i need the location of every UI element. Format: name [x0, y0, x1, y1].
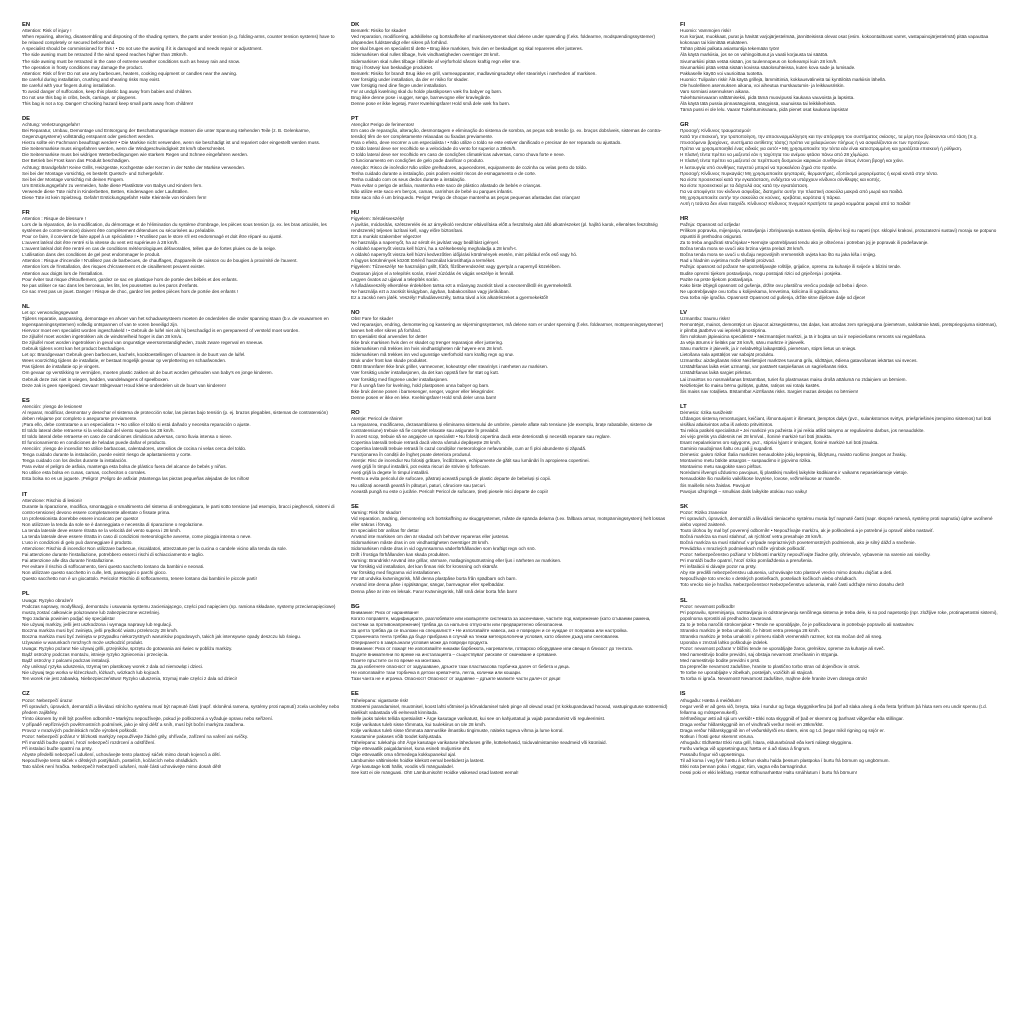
safety-warning-text: Attention: Risk of injury ! When repairing, altering, disassembling and disposing of the shading system, the parts under tension (e.g. folding-arms, counter tension systems) have to be relaxed completely or secured beforehand. A specialist should be commissioned for this ! • Do not use the awning if it is damaged and needs repair or adjustment. The side awning must be retracted if the wind speed reaches higher than 28km/h. The side awning must be retracted in the case of extreme weather conditions such as heavy rain and snow. The operation in frosty conditions may damage the product. Attention: Risk of fire! Do not use any barbecues, heaters, cooking equipment or candles near the awning. Be careful during installation, crushing and shearing risks may exist. Be careful with your fingers during installation. To avoid danger of suffocation, keep this plastic bag away from babies and children. Do not use this bag in cribs, beds, carriage, or playpens. This bag is not a toy. Danger! Chocking hazard keep small parts away from children! — [22, 28, 335, 106]
language-code: DK — [351, 22, 360, 28]
safety-warning-text: Προσοχή: Κίνδυνος τραυματισμού! Κατά την επισκευή, την τροποποίηση, την αποσυναρμολόγηση και την απόρριψη του συστήματος σκίασης, τα μέρη που βρίσκονται υπό τάση (π.χ. πτυσσόμενοι βραχίονες, συστήματα αντίθετης τάσης) πρέπει να χαλαρώνουν πλήρως ή να ασφαλίζονται εκ των προτέρων. Πρέπει να χρησιμοποιηθεί ένας ειδικός για αυτό! • Μη χρησιμοποιείτε την τέντα εάν είναι κατεστραμμένη και χρειάζεται επισκευή ή ρύθμιση. Η πλαϊνή τέντα πρέπει να μαζευτεί εάν η ταχύτητα του ανέμου φτάσει πάνω από 28 χλμ/ώρα. Η πλαϊνή τέντα πρέπει να μαζευτεί σε περίπτωση δυσμενών καιρικών συνθηκών όπως έντονη βροχή και χιόνι. Η λειτουργία υπό συνθήκες παγετού μπορεί να προκαλέσει ζημιά στο προϊόν. Προσοχή: Κίνδυνος πυρκαγιάς! Μη χρησιμοποιείτε ψησταριές, θερμαντήρες, εξοπλισμό μαγειρέματος ή κεριά κοντά στην τέντα. Να είστε προσεκτικοί κατά την εγκατάσταση, ενδέχεται να υπάρχουν κίνδυνοι σύνθλιψης και κοπής. Να είστε προσεκτικοί με τα δάχτυλά σας κατά την εγκατάσταση. Για να αποφύγετε τον κίνδυνο ασφυξίας, διατηρείτε αυτήν την πλαστική σακούλα μακριά από μωρά και παιδιά. Μη χρησιμοποιείτε αυτήν την σακούλα σε κούνιες, κρεβάτια, καρότσια ή πάρκα. Αυτή η τσάντα δεν είναι παιχνίδι. Κίνδυνος! Κίνδυνος πνιγμού! Κρατήστε τα μικρά κομμάτια μακριά από τα παιδιά! — [680, 128, 978, 206]
language-code: NL — [22, 303, 30, 310]
language-section-fi — [680, 22, 998, 113]
language-section-dk — [351, 22, 669, 107]
language-section-cz — [22, 691, 340, 770]
safety-warning-text: Atenção! Perigo de ferimentos! Em caso de reparação, alteração, desmontagem e eliminação do sistema de sombra, as peças sob tensão (p. ex. braços dobráveis, sistemas de contra-tensão) têm de ser completamente relaxadas ou fixadas previamente. Para o efeito, deve recorrer a um especialista ! • Não utilize o toldo se este estiver danificado e precisar de ser reparado ou ajustado. O toldo lateral deve ser recolhido se a velocidade do vento for superior a 28km/h. O toldo lateral deve ser recolhido em caso de condições climatéricas adversas, como chuva forte e neve. O funcionamento em condições de gelo pode danificar o produto. Atenção: Risco de incêndio! Não utilize grelhadores, aquecedores, equipamento de cozinha ou velas perto do toldo. Tenha cuidado durante a instalação, pois podem existir riscos de esmagamento e de corte. Tenha cuidado com os seus dedos durante a instalação. Para evitar o perigo de asfixia, mantenha este saco de plástico afastado de bebés e crianças. Não utilize este saco em berços, camas, carrinhos de bebé ou parques infantis. Este saco não é um brinquedo. Perigo! Perigo de choque mantenha as peças pequenas afastadas das crianças! — [351, 122, 662, 200]
language-code: FI — [680, 22, 686, 28]
language-section-pt — [351, 116, 669, 201]
language-section-ro — [351, 410, 669, 495]
language-code: HR — [680, 215, 689, 222]
language-section-sl — [680, 598, 998, 683]
language-code: DE — [22, 115, 31, 122]
language-code: BG — [351, 603, 360, 610]
language-section-pl — [22, 591, 340, 682]
language-code: NO — [351, 309, 360, 316]
language-code: SE — [351, 503, 359, 510]
safety-warning-text: Let op: verwondingsgevaar! Tijdens reparatie, aanpassing, demontage en afvoer van het schaduwsysteem moeten de onderdelen die onder spanning staan (b.v. de vouwarmen en tegenspanningssystemen) volledig ontspannen of van te voren beveiligd zijn. Hiervoor moet een specialist worden ingeschakeld ! • Gebruik de luifel niet als hij beschadigd is en gerepareerd of versteld moet worden. De zijluifel moet worden ingetrokken als de windsnelheid hoger is dan 28 km/u. De zijluifel moet worden ingetrokken in geval van ongunstige weersomstandigheden, zoals zware regenval en sneeuw. Gebruik tijdens vorst kan het product beschadigen. Let op: Brandgevaar! Gebruik geen barbecues, kachels, kooktoestellingen of kaarsen in de buurt van de luifel. Wees voorzichtig tijdens de installatie, er bestaat mogelijk gevaar op verplettering en schaafwonden. Pas tijdens de installatie op je vingers. Om gevaar op verstikking te vermijden, moeten plastic zakken uit de buurt worden gehouden van baby's en jonge kinderen. Gebruik deze zak niet in wiegen, bedden, wandelwagens of speelboxen. Deze zak is geen speelgoed. Gevaar! Stikgevaar! Houd kleine onderdelen uit de buurt van kinderen! — [22, 310, 329, 388]
safety-warning-text: Atención: ¡riesgo de lesiones! Al reparar, modificar, desmontar y desechar el sistema de protección solar, las piezas bajo tensión (p. ej. brazos plegables, sistemas de contratensión) deben relajarse por completo o asegurarse previamente. ¡Para ello, debe contratarse a un especialista ! • No utilice el toldo si está dañado y necesita reparación o ajuste. El toldo lateral debe retraerse si la velocidad del viento supera los 28 km/h. El toldo lateral debe retraerse en caso de condiciones climáticas adversas, como lluvia intensa o nieve. El funcionamiento en condiciones de heladas puede dañar el producto. Atención: ¡riesgo de incendio! No utilice barbacoas, calentadores, utensilios de cocina ni velas cerca del toldo. Tenga cuidado durante la instalación, puede existir riesgo de aplastamiento y corte. Tenga cuidado con los dedos durante la instalación. Para evitar el peligro de asfixia, mantenga esta bolsa de plástico fuera del alcance de bebés y niños. No utilice esta bolsa en cunas, camas, cochecitos o corrales. Esta bolsa no es un juguete. ¡Peligro! ¡Peligro de asfixia! ¡Mantenga las piezas pequeñas alejadas de los niños! — [22, 403, 328, 482]
safety-warning-text: Pozor: nevarnost poškodb! Pri popravilu, spreminjanju, razstavljanju in odstranjevanju senčilnega sistema je treba dele, ki so pod napetostjo (npr. zložljive roke, protinapetostni sistemi), popolnoma sprostiti ali predhodno zavarovati. Za to je treba naročiti strokovnjaka! • Tende ne uporabljajte, če je poškodovana in potrebuje popravilo ali nastavitev. Stransko markizo je treba umakniti, če hitrost vetra presega 28 km/h. Stransko markizo je treba umakniti v primeru slabih vremenskih razmer, kot sta močan dež ali sneg. Uporaba v zmrzali lahko poškoduje izdelek. Pozor: nevarnost požara! V bližini tende ne uporabljajte žarov, grelnikov, opreme za kuhanje ali sveč. Med namestitvijo bodite previdni, saj obstaja nevarnost zmečkanin in strganja. Med namestitvijo bodite previdni s prsti. Da preprečite nevarnost zadušitve, hranite to plastično torbo stran od dojenčkov in otrok. Te torbe ne uporabljajte v zibelkah, posteljah, vozičkih ali stajicah. Ta torba ni igrača. Nevarnost! Nevarnost zadušitve, majhne dele hranite izven dosega otrok! — [680, 603, 998, 682]
safety-warning-text: Внимание: Риск от нараняване! Когато поправяте, модифицирате, разглобявате или изхвърляте системата за засенчване, частите под напрежение (като сгъваеми рамена, системи за противонапрежение) трябва да са напълно отпуснати или предварително обезопасени. За целта трябва да се възложи на специалист! • Не използвайте навеса, ако е повреден и се нуждае от поправка или настройка. Страничната тента трябва да бъде прибрана в случай на тежки метеорологични условия, като обилен дъжд или снеговалеж. Оперирането в замръзнали условия може да повреди продукта. Внимание: Риск от пожар! Не използвайте никакви барбекюта, нагреватели, готварско оборудване или свещи в близост до тентата. Бъдете внимателни по време на инсталацията – съществуват рискове от смачкване и срязване. Пазете пръстите си по време на монтажа. За да избегнете опасност от задушаване, дръжте тази пластмасова торбичка далеч от бебета и деца. Не използвайте тази торбичка в детски креватчета, легла, колички или кошари. Тази чанта не е играчка. Опасност! Опасност от задавяне – дръжте малките части далеч от деца! — [351, 609, 651, 682]
safety-warning-text: Uwaga: Ryzyko obrażeń! Podczas naprawy, modyfikacji, demontażu i usuwania systemu zacieniającego, części pod napięciem (np. ramiona składane, systemy przeciwnapięciowe) muszą zostać całkowicie poluzowane lub zabezpieczone wcześniej. Tego zadania powinien podjąć się specjalista! Nie używaj markizy, jeśli jest uszkodzona i wymaga naprawy lub regulacji. Boczna markiza musi być zwinięta, jeśli prędkość wiatru przekroczy 28 km/h. Boczna markiza musi być zwinięta w przypadku niekorzystnych warunków pogodowych, takich jak intensywne opady deszczu lub śniegu. Używanie w warunkach mroźnych może uszkodzić produkt. Uwaga: Ryzyko pożaru! Nie używaj grilli, grzejników, sprzętu do gotowania ani świec w pobliżu markizy. Bądź ostrożny podczas montażu, istnieje ryzyko zgniecenia i przecięcia. Bądź ostrożny z palcami podczas instalacji. Aby uniknąć ryzyka uduszenia, trzymaj ten plastikowy worek z dala od niemowląt i dzieci. Nie używaj tego worka w łóżeczkach, łóżkach, wózkach lub kojcach. Ten worek nie jest zabawką. Niebezpieczeństwo! Ryzyko uduszenia, trzymaj małe części z dala od dzieci! — [22, 597, 336, 682]
language-section-lt — [680, 404, 998, 495]
language-code: LV — [680, 309, 687, 316]
language-section-lv — [680, 310, 998, 395]
safety-warning-text: Pažnja: Opasnost od ozljeda! Prilikom popravka, mijenjanja, rastavljanja i zbrinjavanja sustava sjenila, dijelovi koji su napeti (npr. sklopivi krakovi, protuzatezni sustavi) moraju se potpuno otpustiti ili prethodno osigurati. Za to treba angažirati stručnjaka! • Nemojte upotrebljavati tendu ako je oštećena i potreban joj je popravak ili podešavanje. Bočna tenda mora se uvući ako brzina vjetra prelazi 28 km/h. Bočna tenda mora se uvući u slučaju nepovoljnih vremenskih uvjeta kao što su jaka kiša i snijeg. Rad u hladnim uvjetima može oštetiti proizvod. Pažnja: opasnost od požara! Ne upotrebljavajte roštilje, grijalice, opremu za kuhanje ili svijeće u blizini tende. Budite oprezni tijekom postavljanja, mogu postojati rizici od gnječenja i posjeka. Pazite na prste tijekom postavljanja. Kako biste izbjegli opasnost od gušenja, držite ovu plastičnu vrećicu podalje od beba i djece. Ne upotrebljavajte ovu torbu u kolijevkama, krevetima, kolicima ili ogradicama. Ova torba nije igračka. Opasnost! Opasnost od gušenja, držite sitne dijelove dalje od djece! — [680, 222, 997, 300]
language-code: GR — [680, 121, 689, 128]
language-section-is — [680, 691, 998, 776]
language-code: SK — [680, 503, 689, 510]
language-section-fr — [22, 210, 340, 295]
language-section-hr — [680, 216, 998, 301]
language-code: RO — [351, 409, 360, 416]
safety-warning-text: Attenzione: Rischio di lesioni! Durante la riparazione, modifica, smontaggio e smaltimento del sistema di ombreggiatura, le parti sotto tensione (ad esempio, bracci pieghevoli, sistemi di contro-tensione) devono essere completamente allentate o fissate prima. Un professionista dovrebbe essere incaricato per questo! Non utilizzare la tenda da sole se è danneggiata e necessita di riparazione o regolazione. La tenda laterale deve essere ritratta se la velocità del vento supera i 28 km/h. La tenda laterale deve essere ritratta in caso di condizioni meteorologiche avverse, come pioggia intensa o neve. L'uso in condizioni di gelo può danneggiare il prodotto. Attenzione: Rischio di incendio! Non utilizzare barbecue, riscaldatori, attrezzature per la cucina o candele vicino alla tenda da sole. Fai attenzione durante l'installazione, potrebbero esserci rischi di schiacciamento e taglio. Fai attenzione alle dita durante l'installazione. Per evitare il rischio di soffocamento, tieni questo sacchetto lontano da bambini e neonati. Non utilizzare questo sacchetto in culle, letti, passeggini o parchi gioco. Questo sacchetto non è un giocattolo. Pericolo! Rischio di soffocamento, tenere lontano dai bambini le piccole parti! — [22, 497, 335, 582]
language-code: SL — [680, 597, 688, 604]
language-section-gr — [680, 122, 998, 207]
language-section-no — [351, 310, 669, 401]
language-code: ES — [22, 397, 30, 404]
text-column-1 — [22, 22, 340, 1018]
safety-warning-text: Tähelepanu: vigastuste risk! Süsteemi parandamisel, muutmisel, koost lahti võtmisel ja kõrvaldamisel tuleb pinge all olevad osad (nt kokkupandavad hoovad, vastupingutuse süsteemid) täielikult vabastada või eelnevalt kinnitada. Selle jaoks tuleks tellida spetsialist! • Ärge kasutage varikatust, kui see on kahjustatud ja vajab parandamist või reguleerimist. Külje varikatus tuleb sisse tõmmata, kui tuulekiirus on üle 28 km/h. Külje varikatus tuleb sisse tõmmata äärmuslike ilmastiku tingimuste, näiteks tugeva vihma ja lume korral. Kasutamine pakases võib toodet kahjustada. Tähelepanu: tulekahju oht! Ärge kasutage varikatuse läheduses grille, küttekehasid, toiduvalmistamise seadmeid või küünlaid. Olge ettevaatlik paigaldamisel, kuna esineb muljumise oht. Olge ettevaatlik oma sõrmedega kokkupanekul ajal. Lämbumise vältimiseks hoidke kilekott eemal beebidest ja lastest. Ärge kasutage kotti hällis, voodis või mängualadel. See kott ei ole mänguasi. Oht! Lämbumisoht! Hoidke väikesed osad lastest eemal! — [351, 697, 668, 776]
text-column-2 — [351, 22, 669, 1018]
language-section-it — [22, 492, 340, 583]
safety-warning-text: Achtung: Verletzungsgefahr! Bei Reparatur, Umbau, Demontage und Entsorgung der Beschattungsanlage müssen die unter Spannung stehenden Teile (z. B. Gelenkarme, Gegenzugsysteme) vollständig entspannt oder gesichert werden. Hierzu sollte ein Fachmann beauftragt werden! • Die Markise nicht verwenden, wenn sie beschädigt ist und repariert oder eingestellt werden muss. Die Seitenmarkise muss eingefahren werden, wenn die Windgeschwindigkeit 28 km/h überschreitet. Die Seitenmarkise muss bei widrigen Wetterbedingungen wie starkem Regen und Schnee eingefahren werden. Der Betrieb bei Frost kann das Produkt beschädigen. Achtung: Brandgefahr! Keine Grills, Heizgeräte, Kochgeräte oder Kerzen in der Nähe der Markise verwenden. Sei bei der Montage vorsichtig, es besteht Quetsch- und Schergefahr. Sei bei der Montage vorsichtig mit deinen Fingern. Um Erstickungsgefahr zu vermeiden, halte diese Plastiktüte von Babys und Kindern fern. Verwende diese Tüte nicht in Kinderbetten, Betten, Kinderwagen oder Laufställen. Diese Tüte ist kein Spielzeug. Gefahr! Erstickungsgefahr! Halte Kleinteile von Kindern fern! — [22, 122, 321, 200]
language-code: EN — [22, 22, 31, 28]
safety-warning-text: Varning: Risk för skador! Vid reparation, ändring, demontering och bortskaffning av skuggsystemet, måste de spända delarna (t.ex. fällbara armar, motspänningssystem) helt lossas eller säkras i förväg. En specialist bör anlitas för detta! Använd inte markisen om den är skadad och behöver repareras eller justeras. Sidomarkisen måste dras in om vindhastigheten överstiger 28 km/h. Sidomarkisen måste dras in vid ogynnsamma väderförhållanden som kraftigt regn och snö. Drift i frostiga förhållanden kan skada produkten. Varning: Brandrisk! Använd inte grillar, värmare, matlagningsutrustning eller ljus i närheten av markisen. Var försiktig vid installation, det kan finnas risk för krossning och skärsår. Var försiktig med fingrarna vid installationen. För att undvika kvävningsrisk, håll denna plastpåse borta från spädbarn och barn. Använd inte denna påse i spjälsängar, sängar, barnvagnar eller spelbäddar. Denna påse är inte en leksak. Fara! Kvävningsrisk, håll små delar borta från barn! — [351, 509, 666, 594]
language-section-nl — [22, 304, 340, 389]
language-code: IT — [22, 491, 28, 498]
safety-warning-text: Dėmesio: rizika susižeisti! Uždangos sistemą remontuojant, keičiant, išmontuojant ir išmetant, įtemptos dalys (pvz., sulankstomos svirtys, priešpriešinės įtempimo sistemos) turi būti visiškai atlaisvintos arba iš anksto pritvirtintos. Tai reikia patikėti specialistui! • Jei markizė yra pažeista ir jai reikia atlikti taisymo ar reguliavimo darbus, jos nenaudokite. Jei vėjo greitis yra didesnis nei 28 km/val., šoninė markizė turi būti įtraukta. Esant nepalankioms oro sąlygoms, pvz., stipriai lyjant ir sningant, šoninė markizė turi būti įtraukta. Gaminio naudojimas šaltu oru gali jį sugadinti. Dėmesio: gaisro rizika! Šalia markizės nenaudokite jokių kepsninių, šildytuvų, maisto ruošimo įrangos ar žvakių. Montavimo metu būkite atsargūs – suspaudimo ir įpjovimo rizika. Montavimo metu saugokite savo pirštus. Norėdami išvengti uždusimo pavojaus, šį plastikinį maišelį laikykite kūdikiams ir vaikams nepasiekiamoje vietoje. Nenaudokite šio maišelio vaikiškose lovytėse, lovose, vežimėliuose ar maneže. Šis maišelis nėra žaislas. Pavojus! Pavojus užspringti – smulkias dalis laikykite atokiau nuo vaikų! — [680, 409, 992, 494]
language-section-es — [22, 398, 340, 483]
language-code: EE — [351, 691, 359, 698]
safety-warning-text: Obs! Fare for skade! Ved reparasjon, endring, demontering og kassering av skjermingssystemet, må delene som er under spenning (f.eks. foldearmer, motspenningssystemer) løsnes helt eller sikres på forhånd. En spesialist skal anvendes for dette! Ikke bruk markisen hvis den er skadet og trenger reparasjon eller justering. Sidemarkisen må trekkes inn hvis vindhastigheten når høyere enn 28 km/t. Sidemarkisen må trekkes inn ved ugunstige værforhold som kraftig regn og snø. Bruk under frost kan skade produktet. OBS! Brannfare! Ikke bruk griller, varmeovner, kokeutstyr eller stearinlys i nærheten av markisen. Vær forsiktig under installasjonen, da det kan oppstå fare for støt og kutt. Vær forsiktig med fingrene under installasjonen. For å unngå fare for kvelning, hold plastposen unna babyer og barn. Ikke bruk denne posen i barnesenger, senger, vogner eller lekegrinder. Denne posen er ikke en leke. Kvelningsfare! Hold små deler unna barn! — [351, 316, 664, 400]
language-code: PT — [351, 115, 359, 122]
text-column-3 — [680, 22, 998, 1018]
safety-warning-text: Attention : Risque de blessure ! Lors de la réparation, de la modification, du démontage et de l'élimination du système d'ombrage, les pièces sous tension (p. ex. les bras articulés, les systèmes de contre-tension) doivent être complètement détendues ou sécurisées au préalable. Pour ce faire, il convient de faire appel à un spécialiste ! • N'utilisez pas le store s'il est endommagé et doit être réparé ou ajusté. L'auvent latéral doit être rentré si la vitesse du vent est supérieure à 28 km/h. L'auvent latéral doit être rentré en cas de conditions météorologiques défavorables, telles que de fortes pluies ou de la neige. L'utilisation dans des conditions de gel peut endommager le produit. Attention : Risque d'incendie ! N'utilisez pas de barbecues, de chauffages, d'appareils de cuisson ou de bougies à proximité de l'auvent. Attention lors de l'installation, des risques d'écrasement et de cisaillement peuvent exister. Attention aux doigts lors de l'installation. Pour éviter tout risque d'étouffement, gardez ce sac en plastique hors de portée des bébés et des enfants. Ne pas utiliser ce sac dans les berceaux, les lits, les poussettes ou les parcs d'enfants. Ce sac n'est pas un jouet. Danger ! Risque de choc, gardez les petites pièces hors de portée des enfants ! — [22, 216, 327, 294]
language-section-hu — [351, 210, 669, 301]
language-code: HU — [351, 209, 360, 216]
language-code: IS — [680, 691, 686, 698]
language-code: CZ — [22, 691, 30, 698]
language-section-en — [22, 22, 340, 107]
language-section-ee — [351, 691, 669, 776]
language-code: FR — [22, 209, 30, 216]
language-section-se — [351, 504, 669, 595]
safety-warning-text: Pozor: Nebezpečí úrazu! Při opravách, úpravách, demontáži a likvidaci stínícího systému musí být napnuté části (např. skloněná ramena, systémy proti napnutí) zcela uvolněny nebo předem zajištěny. Tímto úkonem by měl být pověřen odborník! • Markýzu nepoužívejte, pokud je poškozená a vyžaduje opravu nebo seřízení. V případě nepříznivých povětrnostních podmínek, jako je silný déšť a sníh, musí být boční markýza zatažena. Provoz v mrazivých podmínkách může výrobek poškodit. Pozor: Nebezpečí požáru! V blízkosti markýzy nepoužívejte žádné grily, ohřívače, zařízení na vaření ani svíčky. Při montáži buďte opatrní, hrozí nebezpečí rozdrcení a odstřižení. Při instalaci buďte opatrní na prsty. Abyste předešli nebezpečí udušení, uchovávejte tento plastový sáček mimo dosah kojenců a dětí. Nepoužívejte tento sáček v dětských postýlkách, postelích, kočárcích nebo ohrádkách. Tato sáček není hračka. Nebezpečí! Nebezpečí udušení, malé části uchovávejte mimo dosah dětí! — [22, 697, 340, 770]
safety-warning-text: Athugaðu: Hætta á meiðslum! Þegar verið er að gera við, breyta, taka í sundur og farga skyggnikerfinu þá þarf að slaka alveg á eða festa fyrirfram þá hluta sem eru undir spennu (t.d. fellarma og mótspennukerfi). Sérfræðingur ætti að sjá um verkið! • Ekki nota skyggnið ef það er skemmt og þarfnast viðgerðar eða stillingar. Draga verður hliðarskyggnið inn ef vindhraði verður meiri en 28km/klst. Draga verður hliðarskyggnið inn ef veðurskilyrði eru slæm, eins og t.d. þegar mikil rigning og snjór er. Notkun í frosti getur skemmt vöruna. Athugaðu: Eldhætta! Ekki nota grill, hitara, eldunarbúnað eða kerti nálægt skygginnu. Farðu varlega við uppsetninguna; hætta er á að slasa á fingrum. Passaðu fingur við uppsetningu. Til að koma í veg fyrir hættu á köfnun skaltu halda þessum plastpoka í burtu frá börnum og ungbörnum. Ekki nota þennan poka í vöggur, rúm, vagna eða barnagrindur. Þessi poki er ekki leikfang. Hætta! Köfnunarhætta! Haltu smáhlutum í burtu frá börnum! — [680, 697, 987, 776]
language-section-bg — [351, 604, 669, 683]
safety-warning-text: Atenție: Pericol de rănire! La repararea, modificarea, dezasamblarea și eliminarea sistemului de umbrire, piesele aflate sub tensiune (de exemplu, brațe rabatabile, sisteme de contratensiune) trebuie să fie complet relaxate sau asigurate în prealabil. În acest scop, trebuie să se angajeze un specialist! • Nu folosiți copertina dacă este deteriorată și necesită reparare sau reglare. Copertina laterală trebuie retrasă dacă viteza vântului depășește 28 km/h. Copertina laterală trebuie retrasă în cazul condițiilor meteorologice nefavorabile, cum ar fi ploi abundente și zăpadă. Funcționarea în condiții de îngheț poate deteriora produsul. Atenție: Risc de incendiu! Nu folosiți grătare, încălzitoare, echipamente de gătit sau lumânări în apropierea copertinei. Aveți grijă în timpul instalării, pot exista riscuri de strivire și forfecare. Aveți grijă la degete în timpul instalării. Pentru a evita pericolul de sufocare, păstrați această pungă de plastic departe de bebeluși și copii. Nu utilizați această geantă în pătuțuri, paturi, căruciore sau țarcuri. Această pungă nu este o jucărie. Pericol! Pericol de sufocare, țineți piesele mici departe de copii! — [351, 416, 653, 494]
safety-warning-text: Huomio: Vammojen riski! Kun korjaat, muokkaat, purat ja hävität varjojärjestelmää, jännitteisissä olevat osat (esim. kokoontaittuvat varret, vastapainojärjestelmät) pitää vapauttaa kokonaan tai kiinnittää etukäteen. Tähän pitäisi palkata asiantuntija tekemään työn! Älä käytä markiisia, jos se on vahingoittunut ja vaatii korjausta tai säätöä. Sivumarkiisi pitää vetää sisään, jos tuulennopeus on korkeampi kuin 28 km/h. Sivumarkiisi pitää vetää sisään kovissa sääolosuhteissa, kuten kova sade ja lumisade. Pakkaselle käyttö voi vaurioittaa tuotetta. Huomio: Tulipalon riski! Älä käytä grillejä, lämmittimiä, kokkausvälineitä tai kynttilöitä markiisin lähellä. Ole huolellinen asennuksen aikana, voi aiheutua murskautumis- ja leikkausriskin. Varo sormiasi asennuksen aikana. Tukehtumisvaaran välttämiseksi, pidä tämä muovipussi kaukana vauvoista ja lapsista. Älä käytä tätä pussia pinnasängyissä, sängyissä, vaunuissa tai leikkikehissä. Tämä pussi ei ole lelu. Vaara! Tukehtumisvaara, pidä pienet osat kaukana lapsista! — [680, 28, 989, 112]
language-code: LT — [680, 403, 687, 410]
safety-warning-text: Figyelem: Sérülésveszély! A javítás, módosítás, szétszerelés és az árnyékoló rendszer eltávolítása előtt a feszültség alatt álló alkatrészeket (pl. hajlító karok, ellentétes feszültség rendszerek) teljesen lazítani kell, vagy előre biztosítani. Ezt a munkát szakember végezze! Ne használja a napernyőt, ha az sérült és javítást vagy beállítást igényel. A oldalsó napernyőt vissza kell húzni, ha a szélsebesség meghaladja a 28 km/h-t. A oldalsó napernyőt vissza kell húzni kedvezőtlen időjárási körülmények esetén, mint például erős eső vagy hó. A fagyos körülmények között történő használat károsíthatja a terméket. Figyelem: Tűzveszély! Ne használjon grillt, fűtőt, főzőberendezést vagy gyertyát a napernyő közelében. Óvatosan járjon el a telepítés során, mivel zúzódás és vágás veszélye is fennáll. Legyen óvatos az ujjaival a telepítés során. A fulladásveszély elkerülése érdekében tartsa ezt a műanyag zacskót távol a csecsemőktől és gyermekektől. Ne használja ezt a zacskót kiságyban, ágyban, babakocsiban vagy járókában. Ez a zacskó nem játék. Veszély! Fulladásveszély, tartsa távol a kis alkatrészeket a gyermekektől! — [351, 216, 658, 300]
language-code: PL — [22, 591, 30, 598]
safety-warning-text: Pozor: Riziko zranenia! Pri opravách, úpravách, demontáži a likvidácii tieniaceho systému musia byť napnuté časti (napr. skopné ramená, systémy proti napnutiu) úplne uvoľnené alebo vopred zaistené. Touto úlohou by mal byť poverený odborník! • Nepoužívajte markízu, ak je poškodená a je potrebné ju opraviť alebo nastaviť. Bočná markíza sa musí stiahnuť, ak rýchlosť vetra presahuje 28 km/h. Bočná markíza sa musí stiahnuť v prípade nepriaznivých poveternostných podmienok, ako je silný dážď a sneženie. Prevádzka v mrazivých podmienkach môže výrobok poškodiť. Pozor: Nebezpečenstvo požiaru! V blízkosti markízy nepoužívajte žiadne grily, ohrievače, vybavenie na varenie ani sviečky. Pri montáži buďte opatrní, hrozí riziko pomliaždenia a prerušenia. Pri inštalácii si dávajte pozor na prsty. Aby ste predišli nebezpečenstvu udusenia, uchovávajte toto plastové vrecko mimo dosahu dojčiat a detí. Nepoužívajte toto vrecko v detských postieľkach, posteliach kočíkoch alebo ohrádkach. Toto vrecko nie je hračka. Nebezpečenstvo! Nebezpečenstvo udusenia, malé časti udržujte mimo dosahu detí! — [680, 509, 993, 588]
safety-warning-text: Bemærk: Risiko for skader! Ved reparation, modificering, adskillelse og bortskaffelse af markisesystemet skal delene under spænding (f.eks. foldearme, modspændingssystemer) afspændes fuldstændigt eller sikres på forhånd. Der skal bruges en specialist til dette • Brug ikke markisen, hvis den er beskadiget og skal repareres eller justeres. Sidemarkisen skal rulles tilbage, hvis vindhastigheden overstiger 28 km/t. Sidemarkisen skal rulles tilbage i tilfælde af vejrforhold såsom kraftig regn eller sne. Brug i frostvejr kan beskadige produktet. Bemærk: Risiko for brand! Brug ikke en grill, varmeapparater, madlavningsudstyr eller stearinlys i nærheden af markisen. Vær forsigtig under installation, da der er risiko for skader. Vær forsigtig med dine fingre under installation. For at undgå kvælning skal du holde plastikposen væk fra babyer og børn. Brug ikke denne pose i vugger, senge, barnevogne eller kravlegårde. Denne pose er ikke legetøj. Fare! Kvælningsfare! Hold små dele væk fra børn. — [351, 28, 656, 106]
language-section-sk — [680, 504, 998, 589]
safety-warning-text: Uzmanību: traumu risks! Remontējot, mainot, demontējot un izjaucot aizsegsistēmu, tās daļas, kas atrodas zem spriegojuma (piemēram, salokāmie kāsti, pretspriegojuma sistēmas), ir pilnībā jāatbrīvo vai iepriekš jānostiprina. Šim nolūkam jāpieaicina speciālists! • Neizmantojiet markīzi, ja tā ir bojāta un tai ir nepieciešams remonts vai regulēšana. Ja vēja ātrums ir lielāks par 28 km/h, sānu markīze ir jāievelk. Sānu markīze ir jāievelk, ja ir nelabvēlīgi laikapstākļi, piemēram, stiprs lietus un sniegs. Lietošana sala apstākļos var sabojāt produktu. Uzmanību: aizdegšanās risks! Neizlietojiet markīzes tuvumā grilu, sildītājus, ēdiena gatavošanas iekārtas vai sveces. Uzstādīšanas laikā esiet uzmanīgi, var pastāvēt saspiešanas un sagriešanās risks. Uzstādīšanas laikā sargiet pirkstus. Lai izvairītos no nosmakšanas bīstamības, turiet šo plastmasas maisu drošā attālumā no zīdaiņiem un bērniem. Neizlietojiet šo maisu bērnu gultiņās, gultās, ratiņos vai rotaļu kastēs. Šis maiss nav rotaļlieta. Bīstamība! Aizrīšanās risks. Sargiet mazas detaļas no bērniem! — [680, 316, 998, 394]
language-section-de — [22, 116, 340, 201]
